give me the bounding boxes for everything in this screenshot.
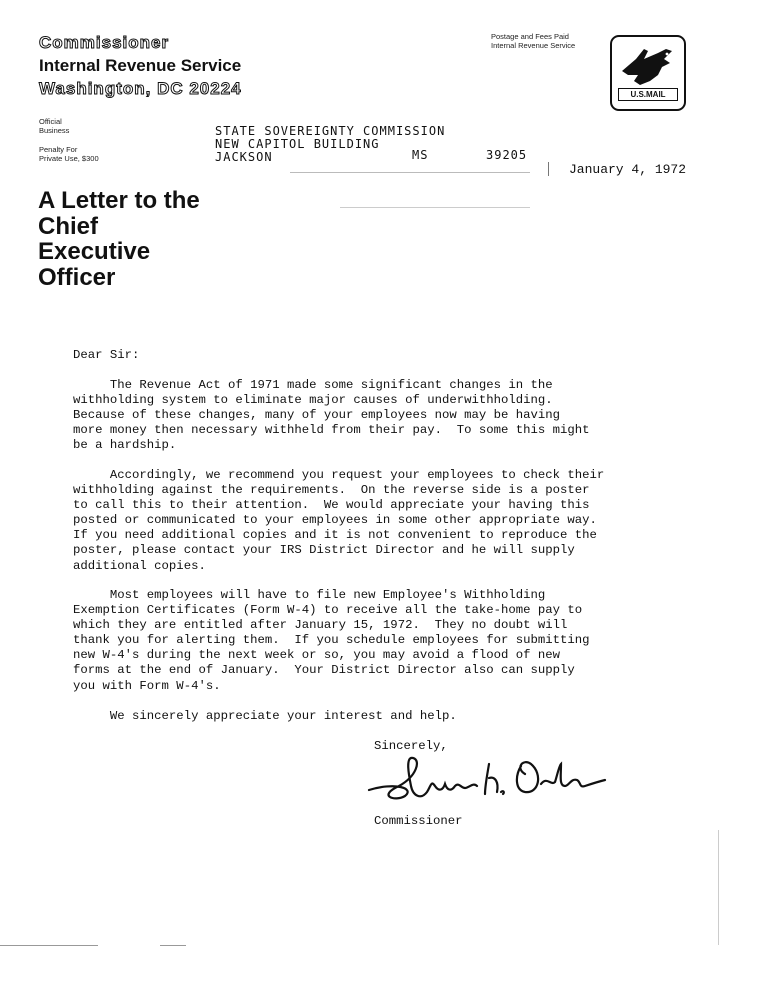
scan-edge-line: [0, 945, 98, 946]
address-margin-mark: [548, 162, 549, 176]
scan-margin-line: [718, 830, 719, 945]
stamp-label: U.S.MAIL: [618, 88, 678, 101]
address-smudge-rule-2: [340, 207, 530, 208]
us-mail-eagle-stamp: [610, 35, 686, 111]
postage-paid-notice: Postage and Fees Paid Internal Revenue Service: [491, 32, 576, 50]
address-state: MS: [412, 148, 429, 162]
header-commissioner: Commissioner: [39, 33, 170, 52]
paragraph-3: Most employees will have to file new Employee's Withholding Exemption Certificates (Form W-4) to receive all the take-home pay to which they are entitled after January 15, 1972. They no doubt will thank you for alerting them. If you schedule employees for submitting new W-4's during the next week or so, you may avoid a flood of new forms at the end of January. Your District Director also can supply you with Form W-4's.: [73, 588, 590, 693]
paragraph-4: We sincerely appreciate your interest and help.: [73, 709, 457, 723]
salutation: Dear Sir:: [73, 348, 140, 362]
address-zip: 39205: [486, 148, 528, 162]
letter-headline: A Letter to the Chief Executive Officer: [38, 187, 200, 291]
paragraph-1: The Revenue Act of 1971 made some significant changes in the withholding system to eliminate major causes of underwithholding. Because of these changes, many of your employees now may be having more money then necessary withheld from their pay. To some this might be a hardship.: [73, 378, 590, 453]
paragraph-2: Accordingly, we recommend you request your employees to check their withholding against the requirements. On the reverse side is a poster to call this to their attention. We would appreciate your having this posted or communicated to your employees in some other appropriate way. If you need additional copies and it is not convenient to reproduce the poster, please contact your IRS District Director and he will supply additional copies.: [73, 468, 605, 573]
penalty-notice: Penalty For Private Use, $300: [39, 145, 99, 163]
address-smudge-rule: [290, 172, 530, 173]
eagle-icon: [614, 41, 682, 93]
closing: Sincerely,: [374, 739, 448, 753]
address-line-2: NEW CAPITOL BUILDING: [215, 137, 380, 151]
signature: [365, 752, 615, 808]
address-city: JACKSON: [215, 150, 273, 164]
scan-edge-line-2: [160, 945, 186, 946]
letter-date: January 4, 1972: [569, 162, 687, 177]
header-agency: Internal Revenue Service: [39, 56, 242, 75]
header-location: Washington, DC 20224: [39, 79, 242, 98]
address-line-1: STATE SOVEREIGNTY COMMISSION: [215, 124, 446, 138]
official-business-label: Official Business: [39, 117, 70, 135]
signer-title: Commissioner: [374, 814, 463, 828]
